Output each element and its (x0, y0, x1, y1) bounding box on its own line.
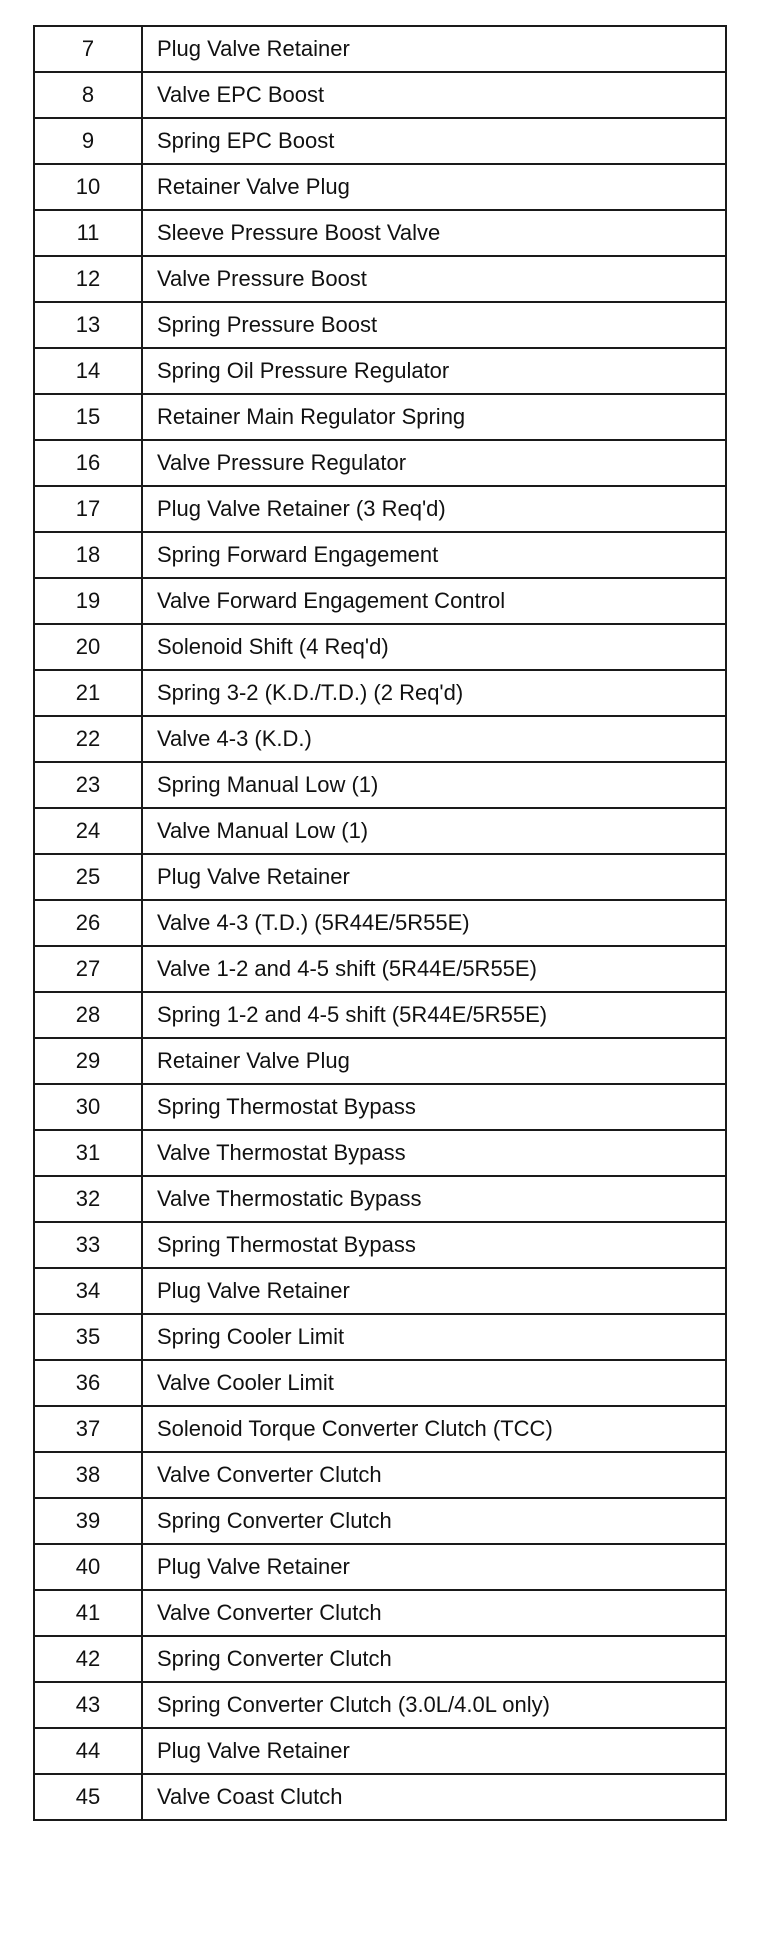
table-row (34, 1406, 726, 1452)
table-row (34, 302, 726, 348)
part-number-cell: 32 (34, 1176, 142, 1222)
table-row (34, 1728, 726, 1774)
part-description-cell: Valve Converter Clutch (142, 1452, 726, 1498)
parts-table-body (34, 26, 726, 1820)
part-description-cell: Solenoid Torque Converter Clutch (TCC) (142, 1406, 726, 1452)
part-number-cell: 25 (34, 854, 142, 900)
part-description-cell: Plug Valve Retainer (142, 854, 726, 900)
table-row (34, 946, 726, 992)
table-row (34, 1360, 726, 1406)
table-row (34, 1314, 726, 1360)
part-description-cell: Spring Cooler Limit (142, 1314, 726, 1360)
part-description-cell: Plug Valve Retainer (3 Req'd) (142, 486, 726, 532)
parts-table (33, 25, 727, 1821)
part-description-cell: Sleeve Pressure Boost Valve (142, 210, 726, 256)
part-description-cell: Spring Oil Pressure Regulator (142, 348, 726, 394)
table-row (34, 394, 726, 440)
table-row (34, 1130, 726, 1176)
part-number-cell: 10 (34, 164, 142, 210)
part-description-cell: Spring Pressure Boost (142, 302, 726, 348)
part-number-cell: 42 (34, 1636, 142, 1682)
part-description-cell: Valve Forward Engagement Control (142, 578, 726, 624)
part-number-cell: 33 (34, 1222, 142, 1268)
table-row (34, 1774, 726, 1820)
part-description-cell: Plug Valve Retainer (142, 1728, 726, 1774)
part-number-cell: 21 (34, 670, 142, 716)
part-number-cell: 44 (34, 1728, 142, 1774)
part-number-cell: 43 (34, 1682, 142, 1728)
part-number-cell: 14 (34, 348, 142, 394)
table-row (34, 532, 726, 578)
part-number-cell: 45 (34, 1774, 142, 1820)
part-description-cell: Solenoid Shift (4 Req'd) (142, 624, 726, 670)
part-number-cell: 18 (34, 532, 142, 578)
table-row (34, 854, 726, 900)
part-number-cell: 9 (34, 118, 142, 164)
table-row (34, 1498, 726, 1544)
part-number-cell: 15 (34, 394, 142, 440)
part-description-cell: Valve Pressure Boost (142, 256, 726, 302)
part-number-cell: 12 (34, 256, 142, 302)
table-row (34, 1544, 726, 1590)
table-row (34, 808, 726, 854)
table-row (34, 1452, 726, 1498)
table-row (34, 348, 726, 394)
part-description-cell: Retainer Main Regulator Spring (142, 394, 726, 440)
table-row (34, 26, 726, 72)
part-number-cell: 31 (34, 1130, 142, 1176)
part-description-cell: Spring Thermostat Bypass (142, 1222, 726, 1268)
part-number-cell: 24 (34, 808, 142, 854)
part-number-cell: 30 (34, 1084, 142, 1130)
part-description-cell: Plug Valve Retainer (142, 26, 726, 72)
part-description-cell: Valve Thermostat Bypass (142, 1130, 726, 1176)
table-row (34, 440, 726, 486)
table-row (34, 1222, 726, 1268)
part-number-cell: 11 (34, 210, 142, 256)
table-row (34, 1084, 726, 1130)
part-number-cell: 19 (34, 578, 142, 624)
part-number-cell: 37 (34, 1406, 142, 1452)
part-number-cell: 35 (34, 1314, 142, 1360)
part-number-cell: 23 (34, 762, 142, 808)
part-number-cell: 7 (34, 26, 142, 72)
part-number-cell: 8 (34, 72, 142, 118)
part-description-cell: Spring 3-2 (K.D./T.D.) (2 Req'd) (142, 670, 726, 716)
part-number-cell: 20 (34, 624, 142, 670)
part-number-cell: 28 (34, 992, 142, 1038)
part-number-cell: 34 (34, 1268, 142, 1314)
table-row (34, 164, 726, 210)
table-row (34, 486, 726, 532)
part-number-cell: 36 (34, 1360, 142, 1406)
part-description-cell: Valve EPC Boost (142, 72, 726, 118)
part-description-cell: Valve 4-3 (T.D.) (5R44E/5R55E) (142, 900, 726, 946)
table-row (34, 670, 726, 716)
part-description-cell: Spring Converter Clutch (142, 1636, 726, 1682)
part-description-cell: Valve Cooler Limit (142, 1360, 726, 1406)
table-row (34, 1682, 726, 1728)
part-number-cell: 27 (34, 946, 142, 992)
part-description-cell: Plug Valve Retainer (142, 1268, 726, 1314)
part-description-cell: Valve Coast Clutch (142, 1774, 726, 1820)
table-row (34, 1590, 726, 1636)
table-row (34, 992, 726, 1038)
part-description-cell: Retainer Valve Plug (142, 164, 726, 210)
table-row (34, 762, 726, 808)
table-row (34, 210, 726, 256)
part-description-cell: Plug Valve Retainer (142, 1544, 726, 1590)
table-row (34, 118, 726, 164)
part-number-cell: 29 (34, 1038, 142, 1084)
table-row (34, 1636, 726, 1682)
table-row (34, 1176, 726, 1222)
part-description-cell: Spring EPC Boost (142, 118, 726, 164)
table-row (34, 256, 726, 302)
part-description-cell: Spring Manual Low (1) (142, 762, 726, 808)
part-description-cell: Spring 1-2 and 4-5 shift (5R44E/5R55E) (142, 992, 726, 1038)
part-description-cell: Spring Converter Clutch (3.0L/4.0L only) (142, 1682, 726, 1728)
part-number-cell: 26 (34, 900, 142, 946)
part-number-cell: 17 (34, 486, 142, 532)
part-description-cell: Valve 1-2 and 4-5 shift (5R44E/5R55E) (142, 946, 726, 992)
part-description-cell: Spring Thermostat Bypass (142, 1084, 726, 1130)
table-row (34, 72, 726, 118)
part-number-cell: 40 (34, 1544, 142, 1590)
part-number-cell: 13 (34, 302, 142, 348)
table-row (34, 1038, 726, 1084)
part-description-cell: Valve Converter Clutch (142, 1590, 726, 1636)
part-description-cell: Valve 4-3 (K.D.) (142, 716, 726, 762)
table-row (34, 1268, 726, 1314)
part-description-cell: Retainer Valve Plug (142, 1038, 726, 1084)
part-number-cell: 38 (34, 1452, 142, 1498)
table-row (34, 578, 726, 624)
part-description-cell: Spring Converter Clutch (142, 1498, 726, 1544)
table-row (34, 900, 726, 946)
part-number-cell: 22 (34, 716, 142, 762)
part-number-cell: 39 (34, 1498, 142, 1544)
part-description-cell: Spring Forward Engagement (142, 532, 726, 578)
table-row (34, 624, 726, 670)
part-number-cell: 16 (34, 440, 142, 486)
part-description-cell: Valve Manual Low (1) (142, 808, 726, 854)
part-description-cell: Valve Thermostatic Bypass (142, 1176, 726, 1222)
table-row (34, 716, 726, 762)
part-description-cell: Valve Pressure Regulator (142, 440, 726, 486)
part-number-cell: 41 (34, 1590, 142, 1636)
